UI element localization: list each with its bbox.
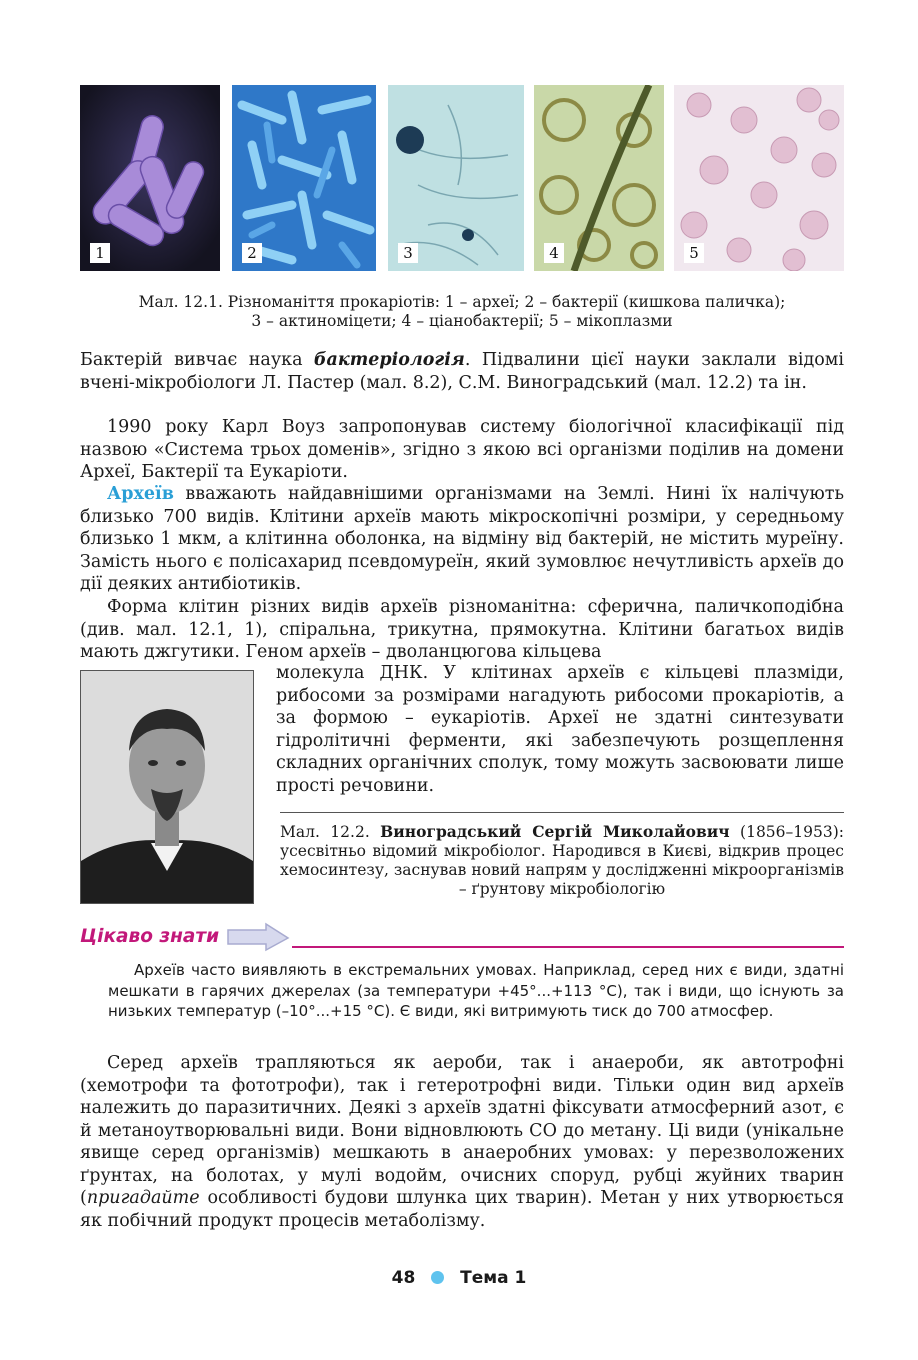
figure-caption: [80, 293, 844, 331]
page-footer: [0, 1268, 918, 1288]
photo-number: 4: [544, 243, 564, 263]
text-run: Серед археїв трапляються як аероби, так і анаероби, як автотрофні (хемотрофи та фототрофи), так і гетеротрофні види. Тільки один вид археїв належить до паразитичних. Деякі з археїв здатні фіксувати атмосферний азот, є й метаноутворювальні види. Вони відновлюють СО до метану. Ці види (унікальне явище серед організмів) мешкають в анаеробних умовах: у перезволожених ґрунтах, на болотах, у мулі водойм, очисних споруд, рубці жуйних тварин (: [80, 1053, 844, 1208]
term-bacteriology: бактеріологія: [313, 350, 465, 370]
box-title: Цікаво знати: [80, 926, 220, 947]
photo-number: 2: [242, 243, 262, 263]
paragraph-bacteriology: [80, 349, 844, 394]
caption-prefix: Мал. 12.2.: [280, 823, 381, 841]
caption-line: 3 – актиноміцети; 4 – ціанобактерії; 5 – мікоплазми: [251, 312, 673, 330]
caption-name: Виноградський Сергій Миколайович: [380, 822, 730, 841]
box-rule: [292, 946, 844, 948]
caption-line: Мал. 12.1. Різноманіття прокаріотів: 1 – археї; 2 – бактерії (кишкова паличка);: [138, 293, 786, 311]
photo-number: 3: [398, 243, 418, 263]
text-run: Форма клітин різних видів археїв різноманітна: сферична, паличкоподібна (див. мал. 12.1, 1), спіральна, трикутна, прямокутна. Клітини багатьох видів мають джгутики. Геном археїв – дволанцюгова кільцева: [80, 597, 844, 662]
divider: [280, 812, 844, 813]
archaea-photo: [80, 85, 220, 271]
text-run: вважають найдавнішими організмами на Землі. Нині їх налічують близько 700 видів. Клітини археїв мають мікроскопічні розміри, у середньому близько 1 мкм, а клітинна оболонка, на відміну від бактерій, не містить муреїну. Замість нього є полісахарид псевдомуреїн, який зумовлює нечутливість археїв до дії деяких антибіотиків.: [80, 484, 844, 594]
bullet-icon: [431, 1271, 444, 1284]
page-number: 48: [391, 1268, 416, 1288]
arrow-icon: [226, 922, 290, 952]
paragraph-archaea: [80, 483, 844, 596]
text-run: молекула ДНК. У клітинах археїв є кільцеві плазміди, рибосоми за розмірами нагадують рибосоми прокаріотів, а за формою – еукаріотів. Археї не здатні синтезувати гідролітичні ферменти, які забезпечують розщеплення складних органічних сполук, тому можуть засвоювати лише прості речовини.: [276, 663, 844, 796]
text-run: Археїв часто виявляють в екстремальних умовах. Наприклад, серед них є види, здатні мешкати в гарячих джерелах (за температури +45°...+113 °С), так і види, що існують за низьких температур (–10°...+15 °С). Є види, які витримують тиск до 700 атмосфер.: [108, 961, 844, 1020]
term-archaea: Археїв: [107, 484, 174, 504]
mycoplasma-photo: [674, 85, 844, 271]
text-run: 1990 року Карл Воуз запропонував систему біологічної класифікації під назвою «Система трьох доменів», згідно з якою всі організми поділив на домени Археї, Бактерії та Еукаріоти.: [80, 417, 844, 482]
topic-label: Тема 1: [460, 1268, 527, 1288]
photo-number: 1: [90, 243, 110, 263]
actinomycetes-photo: [388, 85, 524, 271]
text-run: . Підвалини цієї науки заклали відомі вчені-мікробіологи Л. Пастер (мал. 8.2), С.М. Виноградський (мал. 12.2) та ін.: [80, 350, 844, 393]
photo-number: 5: [684, 243, 704, 263]
cyanobacteria-photo: [534, 85, 664, 271]
caption-text: (1856–1953): усесвітньо відомий мікробіолог. Народився в Києві, відкрив процес хемосинтезу, заснував новий напрям у дослідженні мікроорганізмів – ґрунтову мікробіологію: [280, 823, 844, 898]
paragraph-cell-shape-cont: [276, 662, 844, 797]
box-text: [108, 960, 844, 1022]
paragraph-cell-shape: [80, 596, 844, 664]
text-run: Бактерій вивчає наука: [80, 350, 314, 370]
bacteria-photo: [232, 85, 376, 271]
paragraph-metabolism: [80, 1052, 844, 1232]
text-run: особливості будови шлунка цих тварин). Метан у них утворюється як побічний продукт процесів метаболізму.: [80, 1188, 844, 1231]
portrait-caption: [280, 822, 844, 899]
portrait-photo: [80, 670, 254, 904]
text-emphasis: пригадайте: [86, 1188, 200, 1208]
paragraph-woese: [80, 416, 844, 484]
